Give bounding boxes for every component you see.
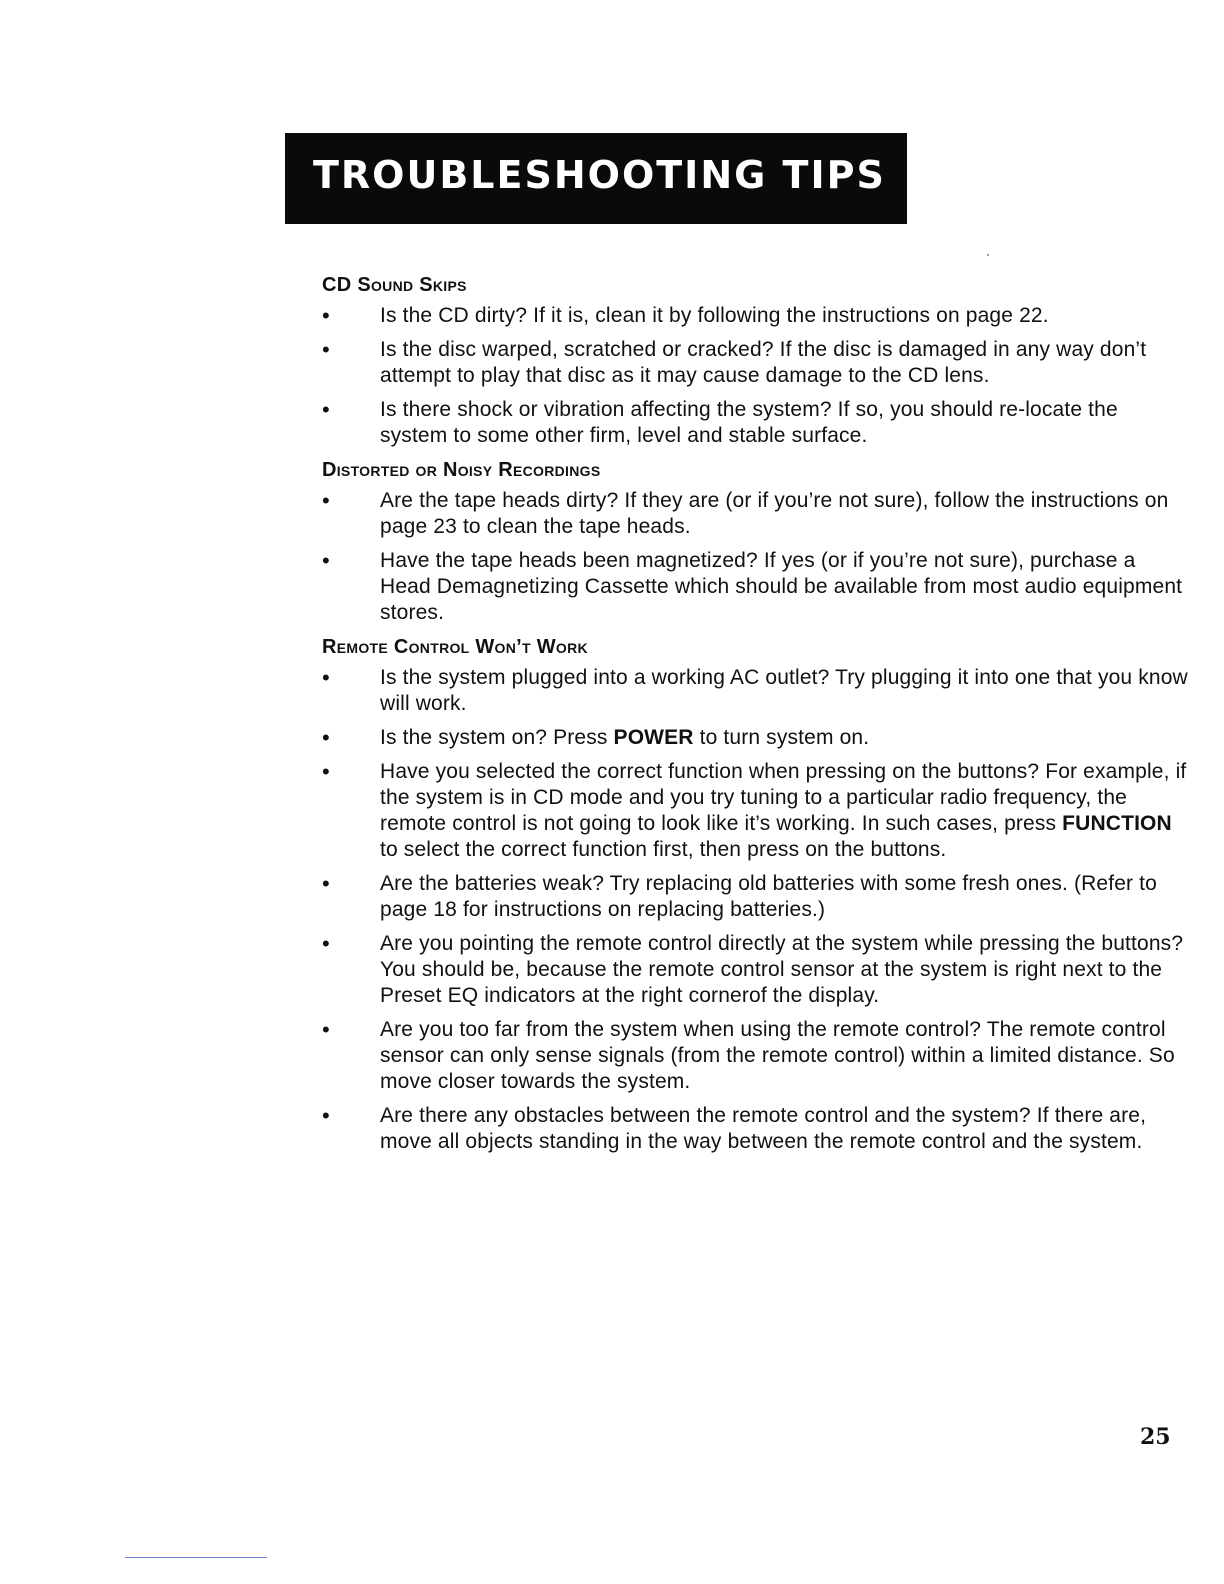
tips-content <box>322 272 1190 1163</box>
bullet-icon: • <box>322 337 330 362</box>
tip-text <box>380 726 869 749</box>
list-item <box>322 303 1190 329</box>
tip-text-before: Is the system on? Press <box>380 726 614 749</box>
tip-text: Are you pointing the remote control directly at the system while pressing the buttons? You should be, because the remote control sensor at the system is right next to the Preset EQ indicators at the right cornerof the display. <box>380 932 1184 1007</box>
bullet-icon: • <box>322 303 330 328</box>
tip-text: Is there shock or vibration affecting the system? If so, you should re-locate the system to some other firm, level and stable surface. <box>380 398 1118 447</box>
tip-text: Are the batteries weak? Try replacing old batteries with some fresh ones. (Refer to page 18 for instructions on replacing batteries.) <box>380 872 1157 921</box>
bullet-icon: • <box>322 1017 330 1042</box>
bullet-icon: • <box>322 665 330 690</box>
list-item <box>322 871 1190 923</box>
footer-divider <box>125 1557 267 1558</box>
tip-text: Have the tape heads been magnetized? If yes (or if you’re not sure), purchase a Head Demagnetizing Cassette which should be available from most audio equipment stores. <box>380 549 1183 624</box>
bullet-icon: • <box>322 759 330 784</box>
tip-text: Are you too far from the system when using the remote control? The remote control sensor can only sense signals (from the remote control) within a limited distance. So move closer towards the system. <box>380 1018 1175 1093</box>
list-item <box>322 665 1190 717</box>
bullet-icon: • <box>322 488 330 513</box>
list-item <box>322 1017 1190 1095</box>
bullet-icon: • <box>322 548 330 573</box>
tip-text-before: Have you selected the correct function when pressing on the buttons? For example, if the system is in CD mode and you try tuning to a particular radio frequency, the remote control is not going to look like it’s working. In such cases, press <box>380 760 1187 835</box>
power-button-label: POWER <box>613 726 694 749</box>
tip-text <box>380 760 1186 861</box>
bullet-icon: • <box>322 871 330 896</box>
page-number: 25 <box>1140 1424 1171 1450</box>
scan-speck <box>987 254 989 256</box>
list-item <box>322 337 1190 389</box>
section-heading-distorted-recordings: Distorted or Noisy Recordings <box>322 459 601 481</box>
tip-list-cd-sound-skips <box>322 303 1190 449</box>
bullet-icon: • <box>322 725 330 750</box>
list-item <box>322 759 1190 863</box>
bullet-icon: • <box>322 1103 330 1128</box>
tip-list-distorted-recordings <box>322 488 1190 626</box>
tip-text-after: to select the correct function first, then press on the buttons. <box>380 838 947 861</box>
tip-text: Is the disc warped, scratched or cracked? If the disc is damaged in any way don’t attempt to play that disc as it may cause damage to the CD lens. <box>380 338 1147 387</box>
list-item <box>322 1103 1190 1155</box>
list-item <box>322 548 1190 626</box>
list-item <box>322 725 1190 751</box>
section-heading-remote-control: Remote Control Won’t Work <box>322 636 588 658</box>
tip-list-remote-control <box>322 665 1190 1155</box>
bullet-icon: • <box>322 931 330 956</box>
page-title: TROUBLESHOOTING TIPS <box>313 153 886 197</box>
header-banner <box>285 133 907 224</box>
tip-text: Is the CD dirty? If it is, clean it by following the instructions on page 22. <box>380 304 1049 327</box>
list-item <box>322 397 1190 449</box>
section-heading-cd-sound-skips: CD Sound Skips <box>322 274 467 296</box>
tip-text: Are the tape heads dirty? If they are (or if you’re not sure), follow the instructions on page 23 to clean the tape heads. <box>380 489 1169 538</box>
tip-text-after: to turn system on. <box>693 726 870 749</box>
tip-text: Is the system plugged into a working AC outlet? Try plugging it into one that you know will work. <box>380 666 1188 715</box>
tip-text: Are there any obstacles between the remote control and the system? If there are, move all objects standing in the way between the remote control and the system. <box>380 1104 1147 1153</box>
list-item <box>322 488 1190 540</box>
list-item <box>322 931 1190 1009</box>
function-button-label: FUNCTION <box>1062 812 1172 835</box>
bullet-icon: • <box>322 397 330 422</box>
